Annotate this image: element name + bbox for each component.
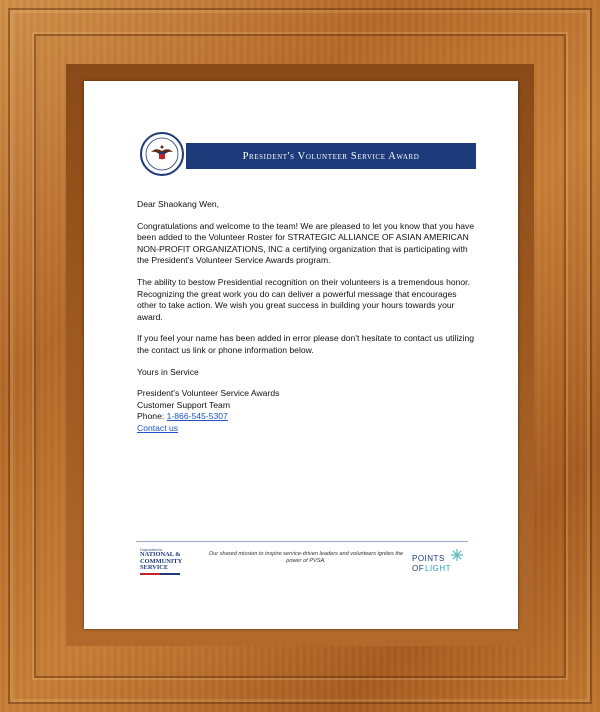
pol-word-of: OF <box>412 564 425 573</box>
cns-line-2: COMMUNITY <box>140 557 183 565</box>
phone-line <box>137 411 477 423</box>
points-of-light-logo <box>412 548 468 576</box>
cns-logo <box>140 548 204 576</box>
cns-flag-stripe <box>140 573 180 575</box>
signature-block <box>137 388 477 434</box>
pol-word-light: LIGHT <box>425 564 452 573</box>
mission-statement: Our shared mission to inspire service-driven leaders and volunteers ignites the power of PVSA. <box>208 551 404 564</box>
signature-team: Customer Support Team <box>137 399 230 410</box>
cns-line-3: SERVICE <box>140 564 169 572</box>
greeting: Dear Shaokang Wen, <box>137 199 220 209</box>
award-banner <box>136 129 476 181</box>
closing: Yours in Service <box>137 366 199 377</box>
cns-line-1: NATIONAL & <box>140 551 181 558</box>
cns-small-text: Corporation for <box>140 548 163 552</box>
award-title-bar <box>186 143 476 169</box>
award-title: President's Volunteer Service Award <box>242 150 420 162</box>
certificate-letter <box>84 81 518 629</box>
paragraph-recognition: The ability to bestow Presidential recognition on their volunteers is a tremendous honor. Recognizing the great work you do can deliver a powerful message that encourages other to take action. We wish you great success in building your hours towards your award. <box>137 276 470 322</box>
pol-word-points: POINTS <box>412 554 445 563</box>
paragraph-error-contact: If you feel your name has been added in error please don't hesitate to contact us utilizing the contact us link or phone information below. <box>137 333 475 355</box>
phone-link[interactable]: 1-866-545-5307 <box>166 411 228 422</box>
phone-label: Phone: <box>137 411 167 422</box>
contact-us-link[interactable]: Contact us <box>137 422 179 433</box>
letter-footer <box>136 541 468 582</box>
signature-org: President's Volunteer Service Awards <box>137 388 280 399</box>
letter-body <box>137 199 477 445</box>
starburst-icon <box>450 548 464 562</box>
presidential-seal-icon <box>140 132 184 176</box>
paragraph-welcome: Congratulations and welcome to the team! We are pleased to let you know that you have been added to the Volunteer Roster for STRATEGIC ALLIANCE OF ASIAN AMERICAN NON-PROFIT ORGANIZATIONS, INC a certifying organization that is participating with the President's Volunteer Service Awards program. <box>137 220 475 266</box>
